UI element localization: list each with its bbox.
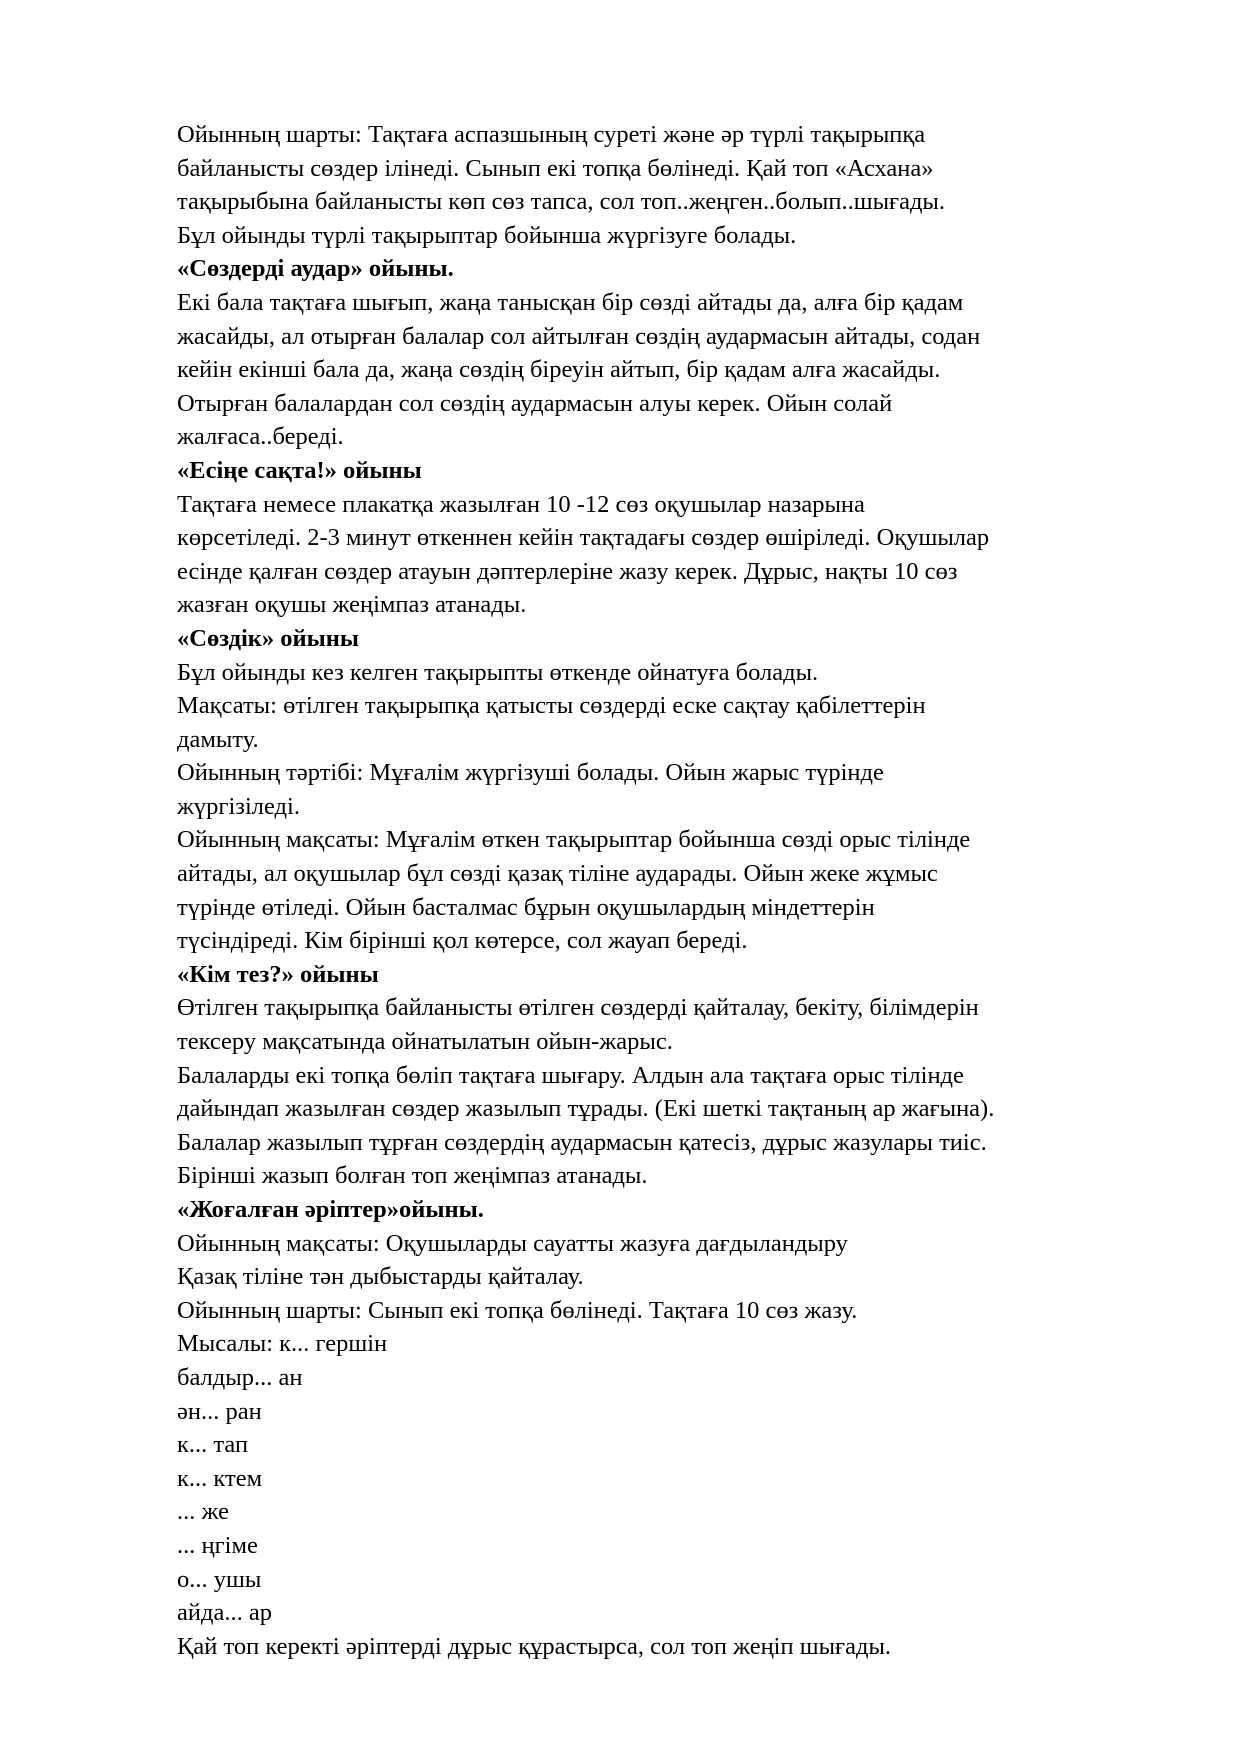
text-line: жүргізіледі. bbox=[177, 792, 300, 820]
text-line: дайындап жазылған сөздер жазылып тұрады. (Екі шеткі тақтаның ар жағына). bbox=[177, 1095, 995, 1123]
text-line: Мақсаты: өтілген тақырыпқа қатысты сөздерді еске сақтау қабілеттерін bbox=[177, 692, 926, 720]
text-line: о... ушы bbox=[177, 1565, 262, 1593]
text-line: жалғаса..береді. bbox=[177, 423, 344, 451]
text-line: Өтілген тақырыпқа байланысты өтілген сөздерді қайталау, бекіту, білімдерін bbox=[177, 994, 979, 1022]
document-page bbox=[177, 118, 1177, 1663]
text-line: Мысалы: к... гершін bbox=[177, 1330, 388, 1358]
text-line: көрсетіледі. 2-3 минут өткеннен кейін тақтадағы сөздер өшіріледі. Оқушылар bbox=[177, 524, 990, 552]
text-line: ... ңгіме bbox=[177, 1531, 258, 1559]
text-line: түрінде өтіледі. Ойын басталмас бұрын оқушылардың міндеттерін bbox=[177, 893, 875, 921]
game-heading: «Сөздерді аудар» ойыны. bbox=[177, 255, 454, 283]
text-line: тексеру мақсатында ойнатылатын ойын-жарыс. bbox=[177, 1028, 673, 1056]
game-heading: «Сөздік» ойыны bbox=[177, 624, 360, 652]
text-line: кейін екінші бала да, жаңа сөздің біреуін айтып, бір қадам алға жасайды. bbox=[177, 356, 941, 384]
text-line: ... же bbox=[177, 1498, 229, 1526]
text-line: Бұл ойынды түрлі тақырыптар бойынша жүргізуге болады. bbox=[177, 221, 797, 249]
text-line: Қай топ керекті әріптерді дұрыс құрастырса, сол топ жеңіп шығады. bbox=[177, 1632, 892, 1660]
game-heading: «Кім тез?» ойыны bbox=[177, 960, 379, 988]
text-line: Балаларды екі топқа бөліп тақтаға шығару. Алдын ала тақтаға орыс тілінде bbox=[177, 1061, 964, 1089]
text-line: Ойынның тәртібі: Мұғалім жүргізуші болады. Ойын жарыс түрінде bbox=[177, 759, 884, 787]
text-line: Отырған балалардан сол сөздің аудармасын алуы керек. Ойын солай bbox=[177, 389, 893, 417]
text-line: к... ктем bbox=[177, 1464, 263, 1492]
text-line: байланысты сөздер ілінеді. Сынып екі топқа бөлінеді. Қай топ «Асхана» bbox=[177, 154, 934, 182]
text-line: айтады, ал оқушылар бұл сөзді қазақ тіліне аударады. Ойын жеке жұмыс bbox=[177, 860, 938, 888]
text-line: тақырыбына байланысты көп сөз тапса, сол топ..жеңген..болып..шығады. bbox=[177, 188, 946, 216]
text-line: жазған оқушы жеңімпаз атанады. bbox=[177, 591, 527, 619]
text-line: Ойынның шарты: Сынып екі топқа бөлінеді. Тақтаға 10 сөз жазу. bbox=[177, 1296, 858, 1324]
text-line: есінде қалған сөздер атауын дәптерлеріне жазу керек. Дұрыс, нақты 10 сөз bbox=[177, 557, 958, 585]
text-line: Екі бала тақтаға шығып, жаңа танысқан бір сөзді айтады да, алға бір қадам bbox=[177, 288, 964, 316]
game-heading: «Жоғалған әріптер»ойыны. bbox=[177, 1196, 484, 1223]
text-line: Балалар жазылып тұрған сөздердің аудармасын қатесіз, дұрыс жазулары тиіс. bbox=[177, 1128, 987, 1156]
text-line: балдыр... ан bbox=[177, 1363, 303, 1391]
text-line: ән... ран bbox=[177, 1397, 262, 1425]
text-line: Қазақ тіліне тән дыбыстарды қайталау. bbox=[177, 1263, 584, 1291]
text-line: Тақтаға немесе плакатқа жазылған 10 -12 сөз оқушылар назарына bbox=[177, 490, 865, 518]
text-line: к... тап bbox=[177, 1431, 249, 1459]
text-line: Ойынның мақсаты: Мұғалім өткен тақырыптар бойынша сөзді орыс тілінде bbox=[177, 826, 971, 854]
text-line: дамыту. bbox=[177, 725, 259, 753]
text-line: түсіндіреді. Кім бірінші қол көтерсе, сол жауап береді. bbox=[177, 927, 748, 955]
text-line: жасайды, ал отырған балалар сол айтылған сөздің аудармасын айтады, содан bbox=[177, 322, 981, 350]
text-line: Ойынның шарты: Тақтаға аспазшының суреті және әр түрлі тақырыпқа bbox=[177, 121, 926, 148]
text-line: Бірінші жазып болған топ жеңімпаз атанады. bbox=[177, 1162, 648, 1190]
game-heading: «Есіңе сақта!» ойыны bbox=[177, 456, 422, 484]
text-line: Бұл ойынды кез келген тақырыпты өткенде ойнатуға болады. bbox=[177, 658, 819, 686]
text-line: Ойынның мақсаты: Оқушыларды сауатты жазуға дағдыландыру bbox=[177, 1229, 848, 1257]
text-line: айда... ар bbox=[177, 1599, 272, 1627]
